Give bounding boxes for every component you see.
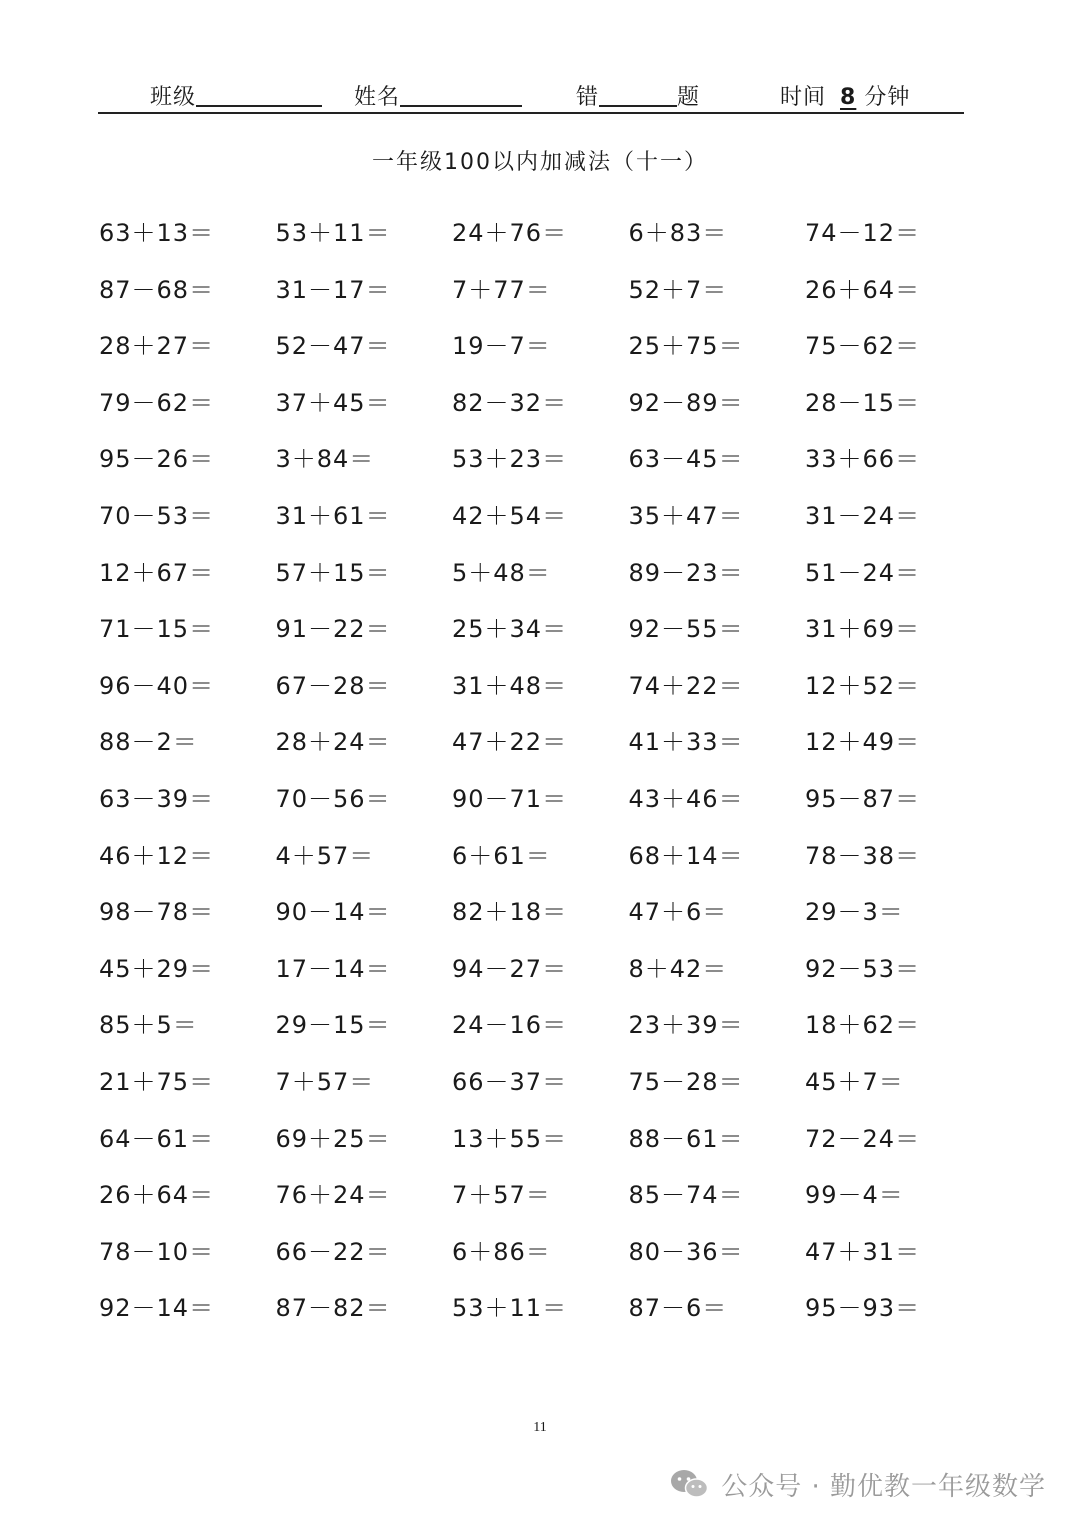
problem-item: 17－14＝: [275, 954, 391, 983]
problem-item: 98－78＝: [99, 898, 215, 927]
problem-item: 53＋11＝: [275, 219, 391, 247]
problem-row: [99, 1119, 999, 1176]
problem-item: 91－22＝: [275, 615, 391, 644]
problem-item: 42＋54＝: [452, 501, 568, 530]
problem-item: 99－4＝: [805, 1181, 904, 1210]
problem-item: 87－68＝: [99, 275, 215, 304]
worksheet-title: 一年级100以内加减法（十一）: [372, 150, 708, 175]
problem-item: 63－39＝: [99, 784, 215, 813]
problem-item: 64－61＝: [99, 1124, 215, 1153]
wrong-count-field: [576, 80, 700, 111]
problem-item: 57＋15＝: [275, 558, 391, 587]
problem-row: [99, 496, 999, 553]
problem-row: [99, 383, 999, 440]
problem-item: 70－56＝: [275, 784, 391, 813]
problem-item: 94－27＝: [452, 954, 568, 983]
problem-item: 79－62＝: [99, 388, 215, 417]
problem-item: 96－40＝: [99, 671, 215, 700]
problem-item: 6＋83＝: [628, 219, 728, 247]
time-label: 时间: [780, 85, 827, 110]
problem-item: 88－61＝: [628, 1124, 744, 1153]
problem-item: 26＋64＝: [99, 1181, 215, 1210]
problem-item: 18＋62＝: [805, 1011, 921, 1040]
problem-row: [99, 609, 999, 666]
problem-item: 6＋86＝: [452, 1237, 551, 1266]
problem-item: 29－3＝: [805, 898, 904, 927]
watermark-text: 公众号 · 勤优教一年级数学: [721, 1471, 1046, 1502]
problem-item: 28＋24＝: [275, 728, 391, 757]
page-number: 11: [533, 1420, 547, 1435]
problem-item: 51－24＝: [805, 558, 921, 587]
problem-item: 5＋48＝: [452, 558, 551, 587]
problem-row: [99, 553, 999, 610]
problem-item: 21＋75＝: [99, 1067, 215, 1096]
problem-item: 4＋57＝: [275, 841, 375, 870]
problem-item: 90－71＝: [452, 784, 568, 813]
problem-item: 29－15＝: [275, 1011, 391, 1040]
problem-item: 45＋29＝: [99, 954, 215, 983]
name-label: 姓名: [354, 85, 401, 110]
problem-row: [99, 1232, 999, 1289]
problem-item: 31－24＝: [805, 501, 921, 530]
problem-item: 3＋84＝: [275, 445, 375, 474]
problem-item: 25＋34＝: [452, 615, 568, 644]
problem-item: 31＋61＝: [275, 501, 391, 530]
problem-item: 69＋25＝: [275, 1124, 391, 1153]
time-field: [780, 80, 910, 111]
problem-item: 95－93＝: [805, 1294, 921, 1323]
problem-item: 47＋6＝: [628, 898, 728, 927]
problem-item: 28－15＝: [805, 388, 921, 417]
problem-item: 78－38＝: [805, 841, 921, 870]
problem-item: 6＋61＝: [452, 841, 551, 870]
problem-row: [99, 1288, 999, 1345]
problem-item: 24－16＝: [452, 1011, 568, 1040]
problem-item: 47＋31＝: [805, 1237, 921, 1266]
problem-item: 85＋5＝: [99, 1011, 198, 1040]
problem-item: 92－14＝: [99, 1294, 215, 1323]
problem-item: 25＋75＝: [628, 332, 744, 361]
problem-item: 33＋66＝: [805, 445, 921, 474]
problem-item: 28＋27＝: [99, 332, 215, 361]
problem-row: [99, 439, 999, 496]
problem-item: 82＋18＝: [452, 898, 568, 927]
problem-row: [99, 836, 999, 893]
problem-item: 13＋55＝: [452, 1124, 568, 1153]
problem-item: 75－28＝: [628, 1067, 744, 1096]
problem-item: 89－23＝: [628, 558, 744, 587]
wrong-label: 错: [576, 85, 600, 110]
problem-item: 66－37＝: [452, 1067, 568, 1096]
problem-item: 80－36＝: [628, 1237, 744, 1266]
problem-item: 31－17＝: [275, 275, 391, 304]
problem-item: 23＋39＝: [628, 1011, 744, 1040]
problem-grid: [99, 213, 999, 1345]
problem-item: 75－62＝: [805, 332, 921, 361]
problem-item: 78－10＝: [99, 1237, 215, 1266]
time-value: 8: [840, 85, 857, 110]
watermark: [669, 1464, 1046, 1504]
problem-row: [99, 892, 999, 949]
name-blank[interactable]: [400, 83, 522, 107]
problem-item: 90－14＝: [275, 898, 391, 927]
problem-item: 46＋12＝: [99, 841, 215, 870]
problem-item: 87－82＝: [275, 1294, 391, 1323]
problem-item: 12＋52＝: [805, 671, 921, 700]
problem-item: 92－53＝: [805, 954, 921, 983]
wrong-blank[interactable]: [599, 83, 677, 107]
problem-row: [99, 326, 999, 383]
class-label: 班级: [150, 85, 197, 110]
problem-item: 63＋13＝: [99, 219, 215, 247]
problem-item: 68＋14＝: [628, 841, 744, 870]
worksheet-header: [98, 76, 964, 114]
problem-item: 74＋22＝: [628, 671, 744, 700]
problem-item: 12＋67＝: [99, 558, 215, 587]
problem-item: 47＋22＝: [452, 728, 568, 757]
problem-row: [99, 666, 999, 723]
problem-item: 19－7＝: [452, 332, 551, 361]
problem-item: 82－32＝: [452, 388, 568, 417]
problem-item: 41＋33＝: [628, 728, 744, 757]
problem-item: 31＋69＝: [805, 615, 921, 644]
problem-row: [99, 270, 999, 327]
problem-item: 26＋64＝: [805, 275, 921, 304]
problem-item: 66－22＝: [275, 1237, 391, 1266]
problem-item: 92－55＝: [628, 615, 744, 644]
problem-item: 63－45＝: [628, 445, 744, 474]
problem-item: 43＋46＝: [628, 784, 744, 813]
problem-row: [99, 1175, 999, 1232]
problem-item: 52＋7＝: [628, 275, 728, 304]
problem-row: [99, 1005, 999, 1062]
problem-item: 88－2＝: [99, 728, 198, 757]
problem-item: 71－15＝: [99, 615, 215, 644]
problem-item: 67－28＝: [275, 671, 391, 700]
problem-item: 85－74＝: [628, 1181, 744, 1210]
problem-item: 52－47＝: [275, 332, 391, 361]
problem-item: 45＋7＝: [805, 1067, 904, 1096]
problem-item: 74－12＝: [805, 219, 921, 247]
problem-row: [99, 779, 999, 836]
problem-item: 95－87＝: [805, 784, 921, 813]
problem-item: 76＋24＝: [275, 1181, 391, 1210]
class-blank[interactable]: [196, 83, 322, 107]
problem-item: 92－89＝: [628, 388, 744, 417]
wrong-suffix: 题: [677, 85, 701, 110]
problem-item: 7＋57＝: [275, 1067, 375, 1096]
problem-item: 7＋57＝: [452, 1181, 551, 1210]
problem-item: 72－24＝: [805, 1124, 921, 1153]
class-field: [150, 80, 322, 111]
problem-item: 8＋42＝: [628, 954, 728, 983]
problem-item: 31＋48＝: [452, 671, 568, 700]
problem-item: 70－53＝: [99, 501, 215, 530]
problem-item: 35＋47＝: [628, 501, 744, 530]
problem-item: 12＋49＝: [805, 728, 921, 757]
problem-row: [99, 213, 999, 270]
problem-item: 53＋11＝: [452, 1294, 568, 1323]
problem-item: 87－6＝: [628, 1294, 728, 1323]
time-unit: 分钟: [864, 85, 911, 110]
problem-row: [99, 722, 999, 779]
name-field: [354, 80, 522, 111]
problem-item: 53＋23＝: [452, 445, 568, 474]
wechat-icon: [669, 1468, 711, 1500]
problem-item: 24＋76＝: [452, 219, 568, 247]
problem-item: 95－26＝: [99, 445, 215, 474]
problem-row: [99, 949, 999, 1006]
problem-item: 37＋45＝: [275, 388, 391, 417]
problem-item: 7＋77＝: [452, 275, 551, 304]
problem-row: [99, 1062, 999, 1119]
